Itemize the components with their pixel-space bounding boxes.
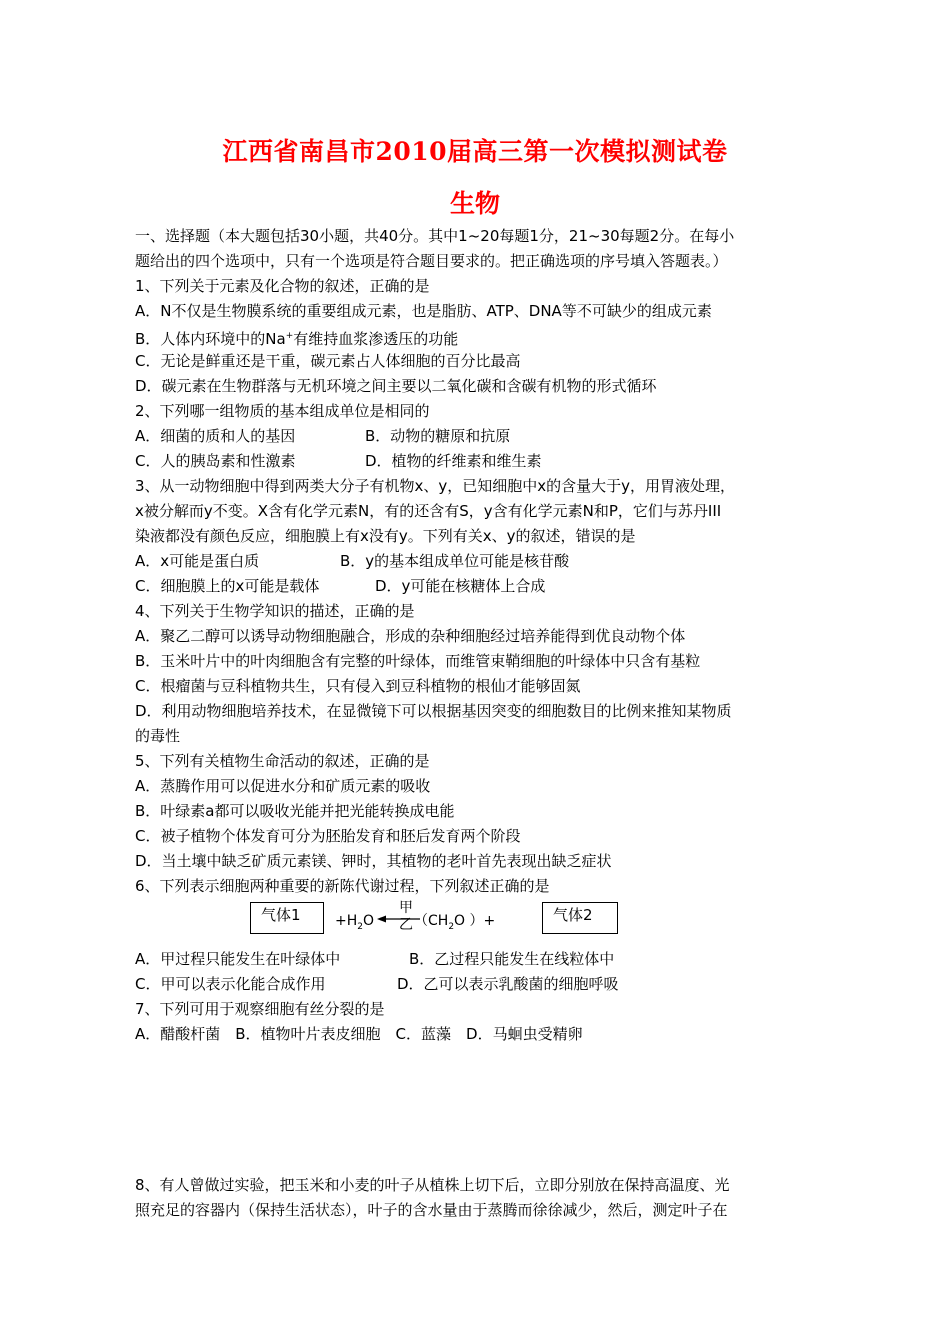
document-subtitle: 生物	[449, 189, 500, 218]
question-1-option-b: B．人体内环境中的Na+有维持血浆渗透压的功能	[135, 330, 459, 348]
question-6-options-ab: A．甲过程只能发生在叶绿体中 B．乙过程只能发生在线粒体中	[135, 950, 615, 968]
question-2-options-ab: A．细菌的质和人的基因 B．动物的糖原和抗原	[135, 427, 511, 445]
question-6-stem: 6、下列表示细胞两种重要的新陈代谢过程，下列叙述正确的是	[135, 877, 550, 895]
section-intro-line-2: 题给出的四个选项中，只有一个选项是符合题目要求的。把正确选项的序号填入答题表。）	[135, 252, 728, 270]
question-4-option-c: C．根瘤菌与豆科植物共生，只有侵入到豆科植物的根仙才能够固氮	[135, 677, 581, 695]
question-4-option-a: A．聚乙二醇可以诱导动物细胞融合，形成的杂种细胞经过培养能得到优良动物个体	[135, 627, 686, 645]
question-3-stem-line-2: x被分解而y不变。X含有化学元素N，有的还含有S，y含有化学元素N和P，它们与苏丹III	[135, 502, 722, 520]
process-jia-label: 甲	[399, 900, 413, 916]
question-2-options-cd: C．人的胰岛素和性激素 D．植物的纤维素和维生素	[135, 452, 542, 470]
question-6-options-cd: C．甲可以表示化能合成作用 D．乙可以表示乳酸菌的细胞呼吸	[135, 975, 619, 993]
sugar-label: （$CH_2O$ ）+	[414, 913, 496, 932]
process-yi-label: 乙	[399, 917, 413, 933]
question-7-options: A．醋酸杆菌 B．植物叶片表皮细胞 C．蓝藻 D．马蛔虫受精卵	[135, 1025, 583, 1043]
question-5-option-b: B．叶绿素a都可以吸收光能并把光能转换成电能	[135, 802, 455, 820]
question-3-stem-line-3: 染液都没有颜色反应，细胞膜上有x没有y。下列有关x、y的叙述，错误的是	[135, 527, 636, 545]
question-3-stem-line-1: 3、从一动物细胞中得到两类大分子有机物x、y，已知细胞中x的含量大于y，用胃液处理，	[135, 477, 736, 495]
question-3-options-cd: C．细胞膜上的x可能是载体 D．y可能在核糖体上合成	[135, 577, 546, 595]
question-1-option-d: D．碳元素在生物群落与无机环境之间主要以二氧化碳和含碳有机物的形式循环	[135, 377, 657, 395]
question-4-option-d-line-2: 的毒性	[135, 727, 181, 745]
question-5-option-a: A．蒸腾作用可以促进水分和矿质元素的吸收	[135, 777, 431, 795]
gas-1-box: 气体1	[250, 902, 324, 934]
question-1-option-c: C．无论是鲜重还是干重，碳元素占人体细胞的百分比最高	[135, 352, 521, 370]
question-1-stem: 1、下列关于元素及化合物的叙述，正确的是	[135, 277, 430, 295]
question-5-option-c: C．被子植物个体发育可分为胚胎发育和胚后发育两个阶段	[135, 827, 521, 845]
question-2-stem: 2、下列哪一组物质的基本组成单位是相同的	[135, 402, 430, 420]
question-3-options-ab: A．x可能是蛋白质 B．y的基本组成单位可能是核苷酸	[135, 552, 570, 570]
water-label: $+H_2O$	[335, 913, 375, 932]
question-5-stem: 5、下列有关植物生命活动的叙述，正确的是	[135, 752, 430, 770]
section-intro-line-1: 一、选择题（本大题包括30小题，共40分。其中1~20每题1分，21~30每题2分。在每小	[135, 227, 735, 245]
question-4-option-d-line-1: D．利用动物细胞培养技术，在显微镜下可以根据基因突变的细胞数目的比例来推知某物质	[135, 702, 732, 720]
question-4-option-b: B．玉米叶片中的叶肉细胞含有完整的叶绿体，而维管束鞘细胞的叶绿体中只含有基粒	[135, 652, 701, 670]
gas-2-box: 气体2	[542, 902, 618, 934]
question-5-option-d: D．当土壤中缺乏矿质元素镁、钾时，其植物的老叶首先表现出缺乏症状	[135, 852, 612, 870]
document-title: 江西省南昌市2010届高三第一次模拟测试卷	[222, 137, 728, 166]
question-4-stem: 4、下列关于生物学知识的描述，正确的是	[135, 602, 415, 620]
question-8-stem-line-2: 照充足的容器内（保持生活状态），叶子的含水量由于蒸腾而徐徐减少，然后，测定叶子在	[135, 1201, 728, 1219]
question-1-option-a: A．N不仅是生物膜系统的重要组成元素，也是脂肪、ATP、DNA等不可缺少的组成元素	[135, 302, 712, 320]
question-8-stem-line-1: 8、有人曾做过实验，把玉米和小麦的叶子从植株上切下后，立即分别放在保持高温度、光	[135, 1176, 730, 1194]
question-7-stem: 7、下列可用于观察细胞有丝分裂的是	[135, 1000, 385, 1018]
